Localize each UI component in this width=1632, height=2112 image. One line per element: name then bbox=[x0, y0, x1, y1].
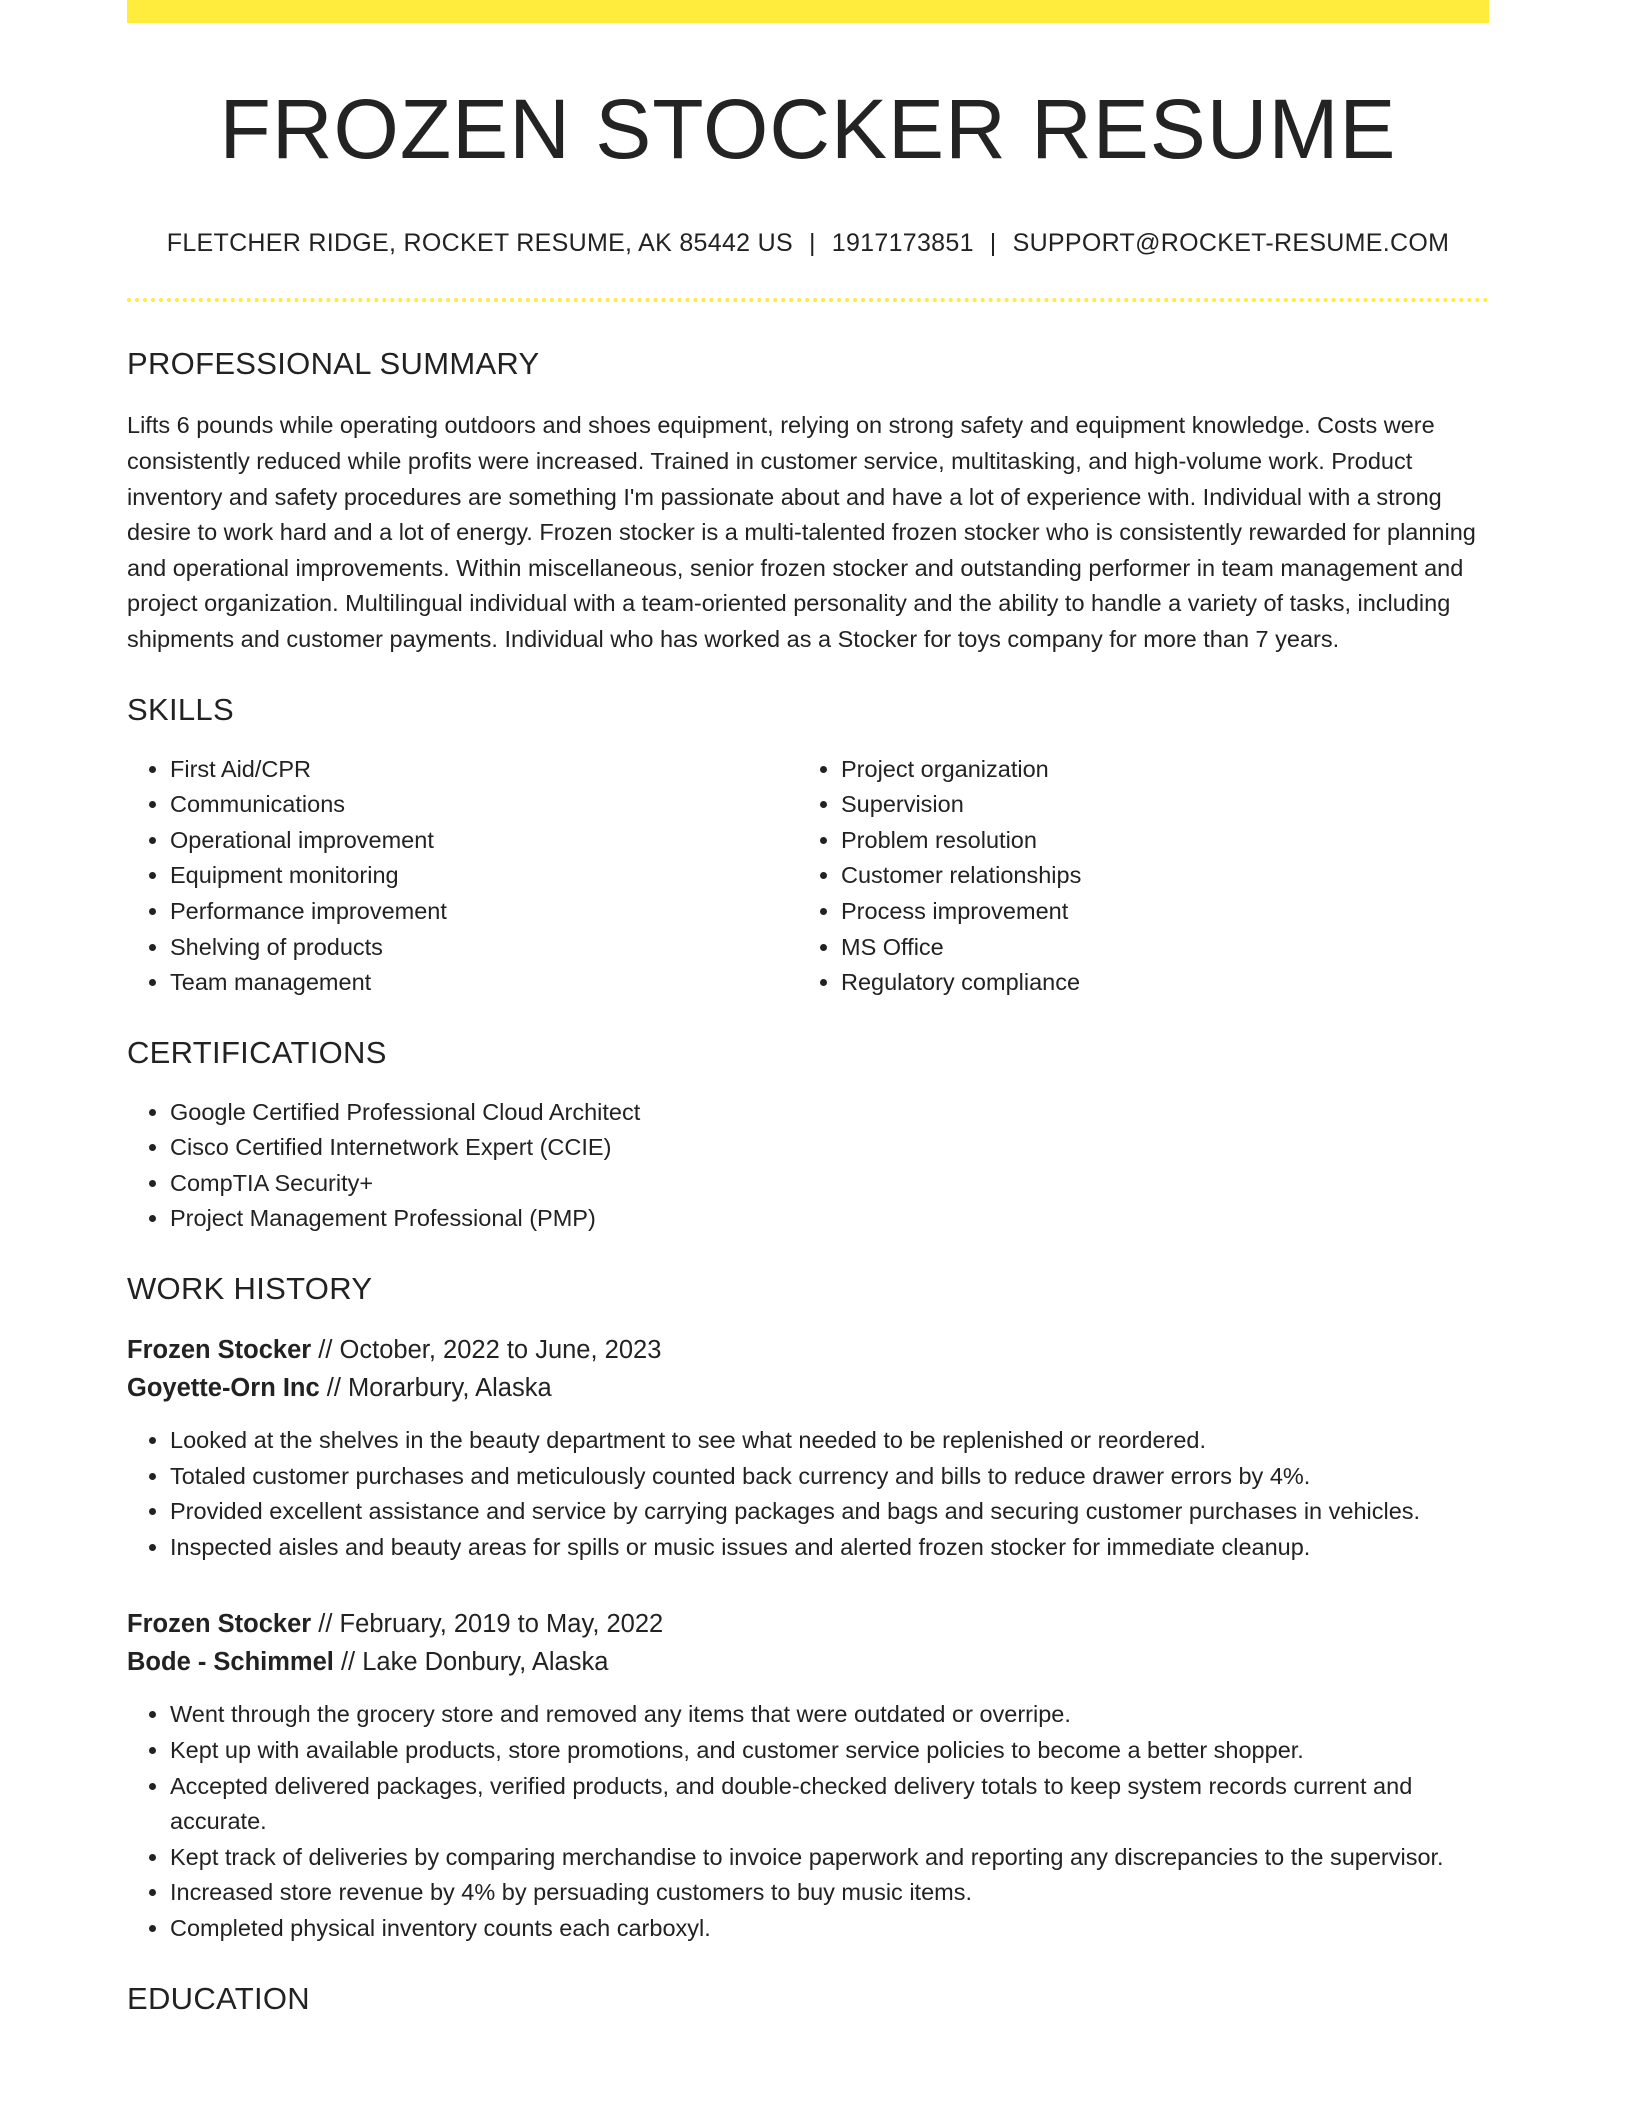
job-title: Frozen Stocker bbox=[127, 1610, 312, 1639]
skills-list-right bbox=[798, 752, 1461, 1001]
contact-email: SUPPORT@ROCKET-RESUME.COM bbox=[1012, 229, 1450, 258]
skills-list-left bbox=[127, 752, 798, 1001]
job-duty: • Kept up with available products, store promotions, and customer service policies to become a better shopper. bbox=[170, 1733, 1489, 1769]
resume-title: FROZEN STOCKER RESUME bbox=[219, 82, 1397, 176]
job-entry bbox=[127, 1605, 1489, 1946]
contact-address: FLETCHER RIDGE, ROCKET RESUME, AK 85442 US bbox=[166, 229, 793, 258]
skill-item: • Process improvement bbox=[841, 894, 1461, 930]
skill-item: • Operational improvement bbox=[170, 823, 798, 859]
job-company: Goyette-Orn Inc bbox=[127, 1374, 320, 1403]
contact-separator: | bbox=[808, 229, 816, 258]
job-duty: • Totaled customer purchases and meticulously counted back currency and bills to reduce drawer errors by 4%. bbox=[170, 1459, 1489, 1495]
skill-item: • Regulatory compliance bbox=[841, 965, 1461, 1001]
skills-grid bbox=[127, 752, 1489, 1001]
certification-item: • Project Management Professional (PMP) bbox=[170, 1201, 1489, 1237]
skill-item: • Supervision bbox=[841, 787, 1461, 823]
top-accent-bar bbox=[127, 0, 1489, 23]
job-dates: // February, 2019 to May, 2022 bbox=[311, 1610, 664, 1639]
resume-page bbox=[127, 0, 1489, 2017]
job-entry bbox=[127, 1331, 1489, 1565]
job-duty: • Increased store revenue by 4% by persuading customers to buy music items. bbox=[170, 1875, 1489, 1911]
job-duties-list bbox=[127, 1423, 1489, 1565]
header-divider bbox=[127, 298, 1489, 302]
contact-separator: | bbox=[989, 229, 997, 258]
skill-item: • Communications bbox=[170, 787, 798, 823]
job-title-line bbox=[127, 1605, 1489, 1643]
job-duty: • Inspected aisles and beauty areas for spills or music issues and alerted frozen stocker for immediate cleanup. bbox=[170, 1530, 1489, 1566]
job-location: // Morarbury, Alaska bbox=[319, 1374, 552, 1403]
skill-item: • Customer relationships bbox=[841, 858, 1461, 894]
skill-item: • Performance improvement bbox=[170, 894, 798, 930]
job-duties-list bbox=[127, 1697, 1489, 1946]
skill-item: • Problem resolution bbox=[841, 823, 1461, 859]
skill-item: • Project organization bbox=[841, 752, 1461, 788]
summary-heading: PROFESSIONAL SUMMARY bbox=[127, 346, 540, 382]
job-duty: • Kept track of deliveries by comparing merchandise to invoice paperwork and reporting any discrepancies to the supervisor. bbox=[170, 1840, 1489, 1876]
job-duty: • Looked at the shelves in the beauty department to see what needed to be replenished or reordered. bbox=[170, 1423, 1489, 1459]
certifications-heading: CERTIFICATIONS bbox=[127, 1034, 387, 1070]
work-history-heading: WORK HISTORY bbox=[127, 1271, 373, 1307]
job-company-line bbox=[127, 1369, 1489, 1407]
job-location: // Lake Donbury, Alaska bbox=[333, 1648, 609, 1677]
summary-text: Lifts 6 pounds while operating outdoors and shoes equipment, relying on strong safety and equipment knowledge. Costs were consistently reduced while profits were increased. Trained in customer service, multitasking, and high-volume work. Product inventory and safety procedures are something I'm passionate about and have a lot of experience with. Individual with a strong desire to work hard and a lot of energy. Frozen stocker is a multi-talented frozen stocker who is consistently rewarded for planning and operational improvements. Within miscellaneous, senior frozen stocker and outstanding performer in team management and project organization. Multilingual individual with a team-oriented personality and the ability to handle a variety of tasks, including shipments and customer payments. Individual who has worked as a Stocker for toys company for more than 7 years. bbox=[127, 412, 1476, 652]
skill-item: • Equipment monitoring bbox=[170, 858, 798, 894]
job-company-line bbox=[127, 1643, 1489, 1681]
skill-item: • Shelving of products bbox=[170, 930, 798, 966]
job-company: Bode - Schimmel bbox=[127, 1648, 334, 1677]
skills-heading: SKILLS bbox=[127, 691, 234, 727]
job-title-line bbox=[127, 1331, 1489, 1369]
job-dates: // October, 2022 to June, 2023 bbox=[311, 1336, 662, 1365]
certification-item: • Google Certified Professional Cloud Architect bbox=[170, 1095, 1489, 1131]
contact-line bbox=[127, 229, 1489, 258]
education-heading: EDUCATION bbox=[127, 1980, 310, 2016]
skill-item: • Team management bbox=[170, 965, 798, 1001]
certifications-list bbox=[127, 1095, 1489, 1237]
job-duty: • Completed physical inventory counts each carboxyl. bbox=[170, 1911, 1489, 1947]
skill-item: • MS Office bbox=[841, 930, 1461, 966]
contact-phone: 1917173851 bbox=[831, 229, 974, 258]
certification-item: • Cisco Certified Internetwork Expert (CCIE) bbox=[170, 1130, 1489, 1166]
certification-item: • CompTIA Security+ bbox=[170, 1166, 1489, 1202]
job-duty: • Went through the grocery store and removed any items that were outdated or overripe. bbox=[170, 1697, 1489, 1733]
skill-item: • First Aid/CPR bbox=[170, 752, 798, 788]
job-duty: • Accepted delivered packages, verified products, and double-checked delivery totals to keep system records current and accurate. bbox=[170, 1769, 1489, 1840]
job-title: Frozen Stocker bbox=[127, 1336, 312, 1365]
job-duty: • Provided excellent assistance and service by carrying packages and bags and securing customer purchases in vehicles. bbox=[170, 1494, 1489, 1530]
